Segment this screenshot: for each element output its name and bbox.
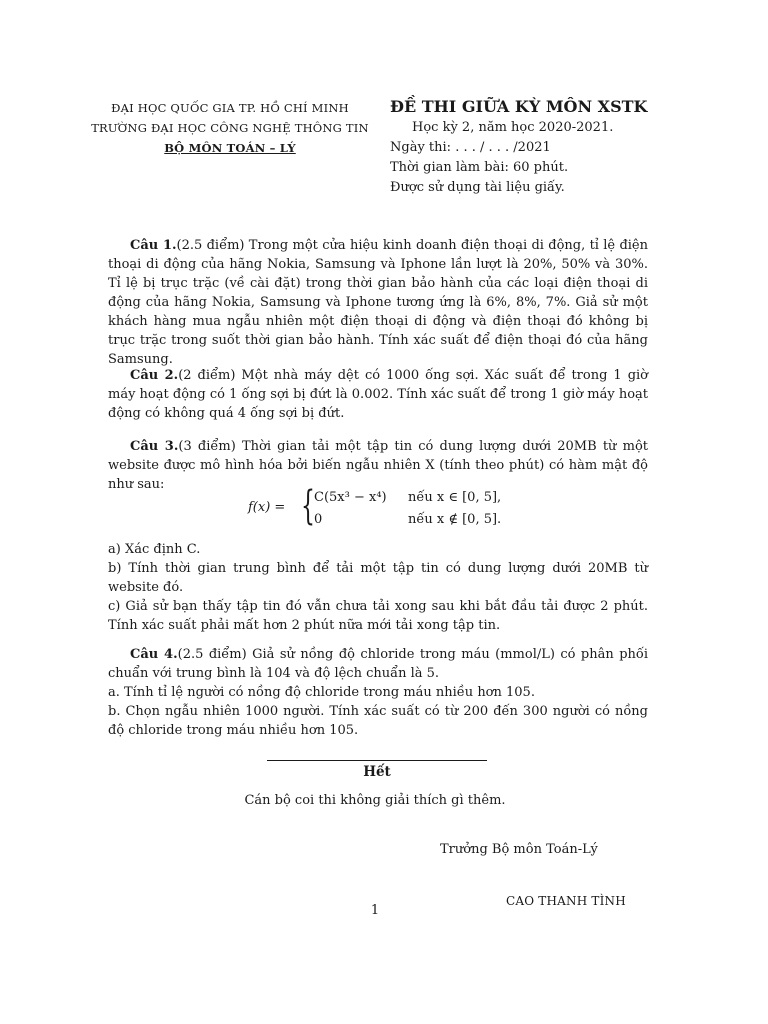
question-label: Câu 3. bbox=[130, 439, 179, 454]
question-part-b: b) Tính thời gian trung bình để tải một tập tin có dung lượng dưới 20MB từ website đó. bbox=[108, 561, 648, 595]
department-name: BỘ MÔN TOÁN – LÝ bbox=[164, 141, 296, 155]
question-part-b: b. Chọn ngẫu nhiên 1000 người. Tính xác suất có từ 200 đến 300 người có nồng độ chloride trong máu nhiều hơn 105. bbox=[108, 704, 648, 738]
end-divider bbox=[267, 760, 487, 761]
question-label: Câu 2. bbox=[130, 368, 179, 383]
question-label: Câu 4. bbox=[130, 647, 178, 662]
exam-term: Học kỳ 2, năm học 2020-2021. bbox=[412, 120, 614, 135]
proctor-note: Cán bộ coi thi không giải thích gì thêm. bbox=[244, 793, 506, 808]
formula-row1-expr: C(5x³ − x⁴) bbox=[314, 490, 387, 505]
formula-lhs: f(x) = bbox=[248, 500, 286, 515]
formula-row2-expr: 0 bbox=[314, 512, 323, 527]
question-4 bbox=[108, 645, 648, 740]
question-part-a: a) Xác định C. bbox=[108, 542, 201, 557]
density-formula bbox=[248, 483, 548, 533]
exam-duration: Thời gian làm bài: 60 phút. bbox=[390, 160, 569, 175]
exam-materials: Được sử dụng tài liệu giấy. bbox=[390, 180, 565, 195]
question-part-c: c) Giả sử bạn thấy tập tin đó vẫn chưa tải xong sau khi bắt đầu tải được 2 phút. Tính xác suất phải mất hơn 2 phút nữa mới tải xong tập tin. bbox=[108, 599, 648, 633]
formula-row1-cond: nếu x ∈ [0, 5], bbox=[408, 490, 502, 505]
question-3 bbox=[108, 437, 648, 494]
question-text: (2.5 điểm) Giả sử nồng độ chloride trong máu (mmol/L) có phân phối chuẩn với trung bình là 104 và độ lệch chuẩn là 5. bbox=[108, 647, 648, 681]
question-text: (2.5 điểm) Trong một cửa hiệu kinh doanh điện thoại di động, tỉ lệ điện thoại di động của hãng Nokia, Samsung và Iphone lần lượt là 20%, 50% và 30%. Tỉ lệ bị trục trặc (về cài đặt) trong thời gian bảo hành của các loại điện thoại di động của hãng Nokia, Samsung và Iphone tương ứng là 6%, 8%, 7%. Giả sử một khách hàng mua ngẫu nhiên một điện thoại di động và điện thoại đó không bị trục trặc trong suốt thời gian bảo hành. Tính xác suất để điện thoại đó của hãng Samsung. bbox=[108, 238, 648, 367]
institution-header bbox=[80, 98, 380, 158]
question-part-a: a. Tính tỉ lệ người có nồng độ chloride trong máu nhiều hơn 105. bbox=[108, 685, 535, 700]
end-label: Hết bbox=[363, 764, 391, 780]
formula-row2-cond: nếu x ∉ [0, 5]. bbox=[408, 512, 502, 527]
question-text: (2 điểm) Một nhà máy dệt có 1000 ống sợi. Xác suất để trong 1 giờ máy hoạt động có 1 ống sợi bị đứt là 0.002. Tính xác suất để trong 1 giờ máy hoạt động có không quá 4 ống sợi bị đứt. bbox=[108, 368, 648, 421]
question-label: Câu 1. bbox=[130, 238, 177, 253]
question-text: (3 điểm) Thời gian tải một tập tin có dung lượng dưới 20MB từ một website được mô hình hóa bởi biến ngẫu nhiên X (tính theo phút) có hàm mật độ như sau: bbox=[108, 439, 648, 492]
left-brace: { bbox=[301, 483, 315, 529]
question-1 bbox=[108, 236, 648, 369]
question-2 bbox=[108, 366, 648, 423]
university-name: ĐẠI HỌC QUỐC GIA TP. HỒ CHÍ MINH bbox=[111, 101, 349, 115]
exam-info-header bbox=[390, 96, 690, 198]
page-number: 1 bbox=[370, 903, 380, 918]
signer-title: Trưởng Bộ môn Toán-Lý bbox=[440, 842, 598, 857]
exam-title: ĐỀ THI GIỮA KỲ MÔN XSTK bbox=[390, 97, 648, 116]
question-3-parts bbox=[108, 540, 648, 635]
signer-name: CAO THANH TÌNH bbox=[506, 894, 626, 908]
school-name: TRƯỜNG ĐẠI HỌC CÔNG NGHỆ THÔNG TIN bbox=[91, 121, 369, 135]
exam-date: Ngày thi: . . . / . . . /2021 bbox=[390, 140, 551, 155]
